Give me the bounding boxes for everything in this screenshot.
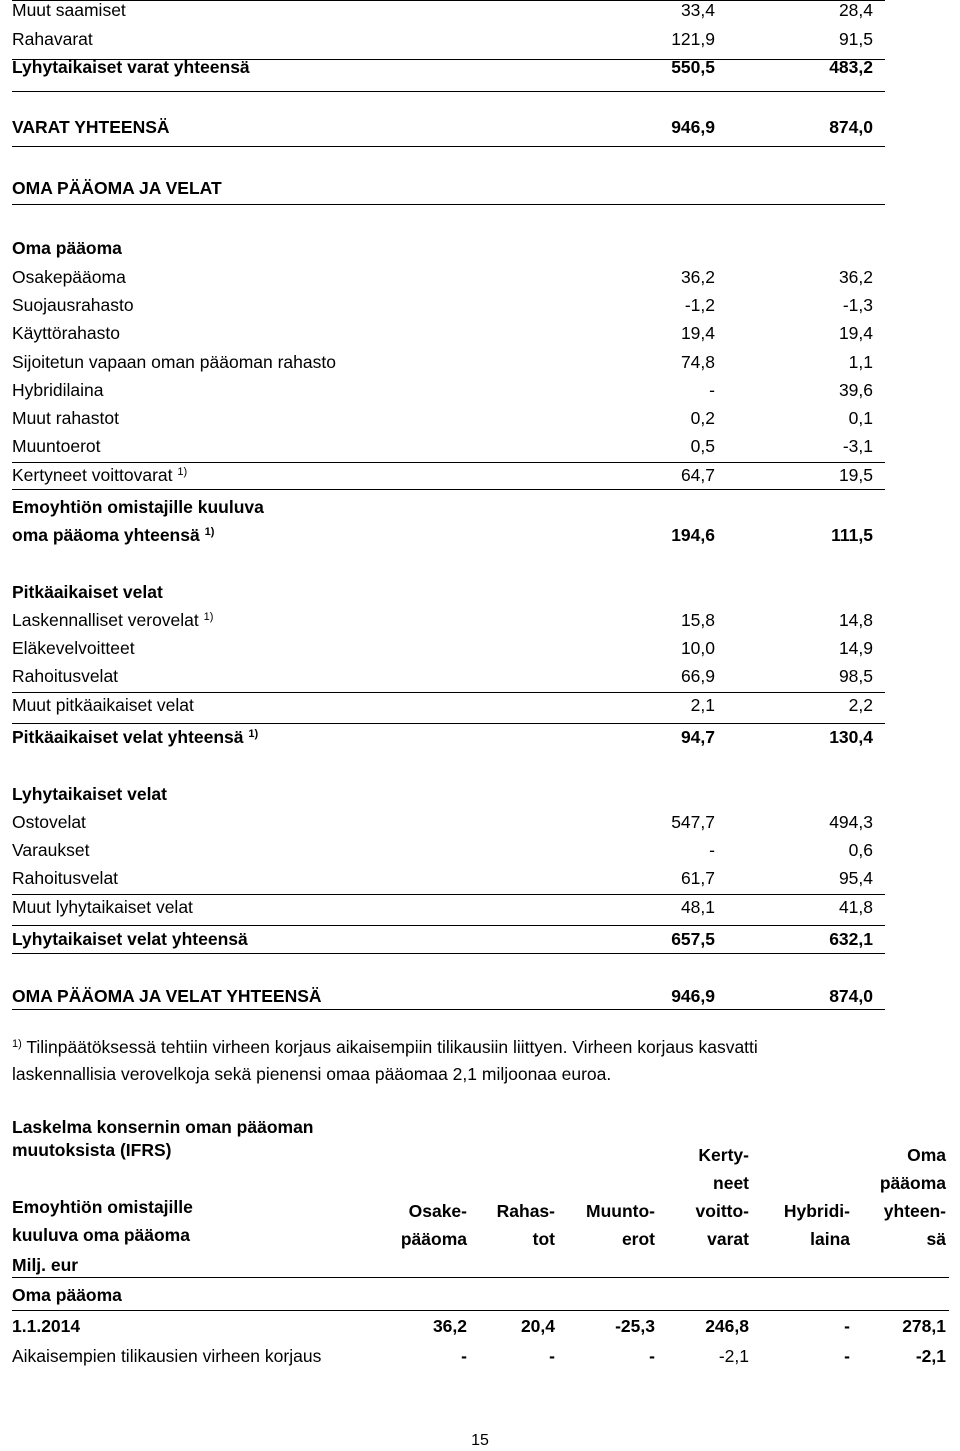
row-label [12, 525, 214, 545]
row-label [12, 868, 118, 888]
row-label [12, 695, 194, 715]
footnote-marker: 1) [12, 1038, 22, 1050]
value-current: 36,2 [680, 267, 715, 287]
equity-value: - [461, 1346, 467, 1366]
row-label [12, 812, 86, 832]
value-current: 64,7 [680, 465, 715, 485]
equity-column-header: Rahas- [496, 1201, 555, 1221]
value-current: 74,8 [680, 352, 715, 372]
row-label-text: Hybridilaina [12, 380, 104, 400]
row-label [12, 638, 135, 658]
value-previous: 95,4 [838, 868, 873, 888]
equity-value: -2,1 [718, 1346, 749, 1366]
row-label [12, 986, 322, 1006]
row-label-text: Muuntoerot [12, 436, 101, 456]
equity-section-label: Oma pääoma [12, 1285, 122, 1305]
row-label [12, 29, 93, 49]
value-current: 94,7 [680, 727, 715, 747]
value-current: 66,9 [680, 666, 715, 686]
equity-row-label: 1.1.2014 [12, 1316, 81, 1336]
equity-column-header: laina [810, 1229, 850, 1249]
value-previous: 98,5 [838, 666, 873, 686]
row-label [12, 323, 120, 343]
row-rule [12, 925, 885, 926]
row-label [12, 497, 264, 517]
value-previous: 874,0 [829, 986, 873, 1006]
row-rule [12, 953, 885, 954]
value-current: 2,1 [690, 695, 715, 715]
value-current: - [709, 380, 715, 400]
equity-value: 246,8 [705, 1316, 749, 1336]
value-previous: 0,1 [848, 408, 873, 428]
row-label-text: Suojausrahasto [12, 295, 134, 315]
row-label-text: Lyhytaikaiset velat [12, 784, 167, 804]
row-label-text: Ostovelat [12, 812, 86, 832]
row-label-text: Osakepääoma [12, 267, 126, 287]
equity-value: -2,1 [915, 1346, 946, 1366]
equity-value: - [649, 1346, 655, 1366]
equity-column-header: voitto- [695, 1201, 749, 1221]
row-label [12, 436, 101, 456]
equity-column-header: varat [707, 1229, 749, 1249]
value-current: 550,5 [671, 57, 715, 77]
equity-column-header: yhteen- [883, 1201, 946, 1221]
footnote-ref: 1) [248, 728, 259, 740]
row-rule [12, 91, 885, 92]
row-label [12, 840, 90, 860]
equity-column-header: sä [926, 1229, 946, 1249]
value-current: -1,2 [684, 295, 715, 315]
value-previous: 41,8 [838, 897, 873, 917]
row-rule [12, 59, 885, 60]
row-rule [12, 1009, 885, 1010]
equity-value: - [844, 1316, 850, 1336]
equity-column-header: Muunto- [586, 1201, 655, 1221]
value-current: 10,0 [680, 638, 715, 658]
row-label [12, 178, 222, 198]
value-previous: 19,4 [838, 323, 873, 343]
equity-value: - [844, 1346, 850, 1366]
value-previous: 494,3 [829, 812, 873, 832]
value-previous: 14,8 [838, 610, 873, 630]
value-current: 946,9 [671, 117, 715, 137]
row-label-text: oma pääoma yhteensä [12, 525, 200, 545]
equity-column-header: neet [713, 1173, 749, 1193]
equity-column-header: erot [621, 1229, 655, 1249]
row-rule [12, 723, 885, 724]
row-label-text: Sijoitetun vapaan oman pääoman rahasto [12, 352, 336, 372]
value-previous: -3,1 [842, 436, 873, 456]
equity-row-label: Aikaisempien tilikausien virheen korjaus [12, 1346, 322, 1366]
row-label [12, 465, 187, 485]
row-label [12, 784, 167, 804]
row-label-text: Eläkevelvoitteet [12, 638, 135, 658]
equity-subtitle-line-1: Emoyhtiön omistajille [12, 1197, 193, 1217]
row-label-text: Muut pitkäaikaiset velat [12, 695, 194, 715]
row-label [12, 0, 126, 20]
footnote [12, 1034, 892, 1088]
row-label-text: Lyhytaikaiset varat yhteensä [12, 57, 250, 77]
row-label [12, 727, 258, 747]
value-current: 194,6 [671, 525, 715, 545]
row-label [12, 295, 134, 315]
row-label-text: Rahavarat [12, 29, 93, 49]
row-label-text: Muut rahastot [12, 408, 119, 428]
footnote-ref: 1) [204, 526, 215, 538]
value-previous: 28,4 [838, 0, 873, 20]
value-previous: 91,5 [838, 29, 873, 49]
value-current: 0,5 [690, 436, 715, 456]
row-label-text: Rahoitusvelat [12, 868, 119, 888]
equity-section-rule [12, 1310, 949, 1311]
row-label [12, 117, 170, 137]
row-label-text: Lyhytaikaiset velat yhteensä [12, 929, 248, 949]
row-label-text: OMA PÄÄOMA JA VELAT [12, 178, 222, 198]
footnote-ref: 1) [203, 611, 214, 623]
value-current: 19,4 [680, 323, 715, 343]
row-rule [12, 0, 885, 1]
row-label [12, 57, 250, 77]
equity-column-header: Hybridi- [783, 1201, 850, 1221]
row-label [12, 666, 118, 686]
equity-column-header: pääoma [400, 1229, 467, 1249]
value-current: 48,1 [680, 897, 715, 917]
footnote-ref: 1) [177, 466, 188, 478]
value-previous: 2,2 [848, 695, 873, 715]
value-current: - [709, 840, 715, 860]
row-rule [12, 894, 885, 895]
value-current: 15,8 [680, 610, 715, 630]
row-label [12, 897, 193, 917]
row-label [12, 380, 103, 400]
row-label [12, 267, 126, 287]
row-rule [12, 462, 885, 463]
row-rule [12, 489, 885, 490]
row-label-text: Muut lyhytaikaiset velat [12, 897, 193, 917]
row-rule [12, 692, 885, 693]
row-label [12, 408, 119, 428]
row-rule [12, 204, 885, 205]
equity-value: - [549, 1346, 555, 1366]
equity-title-line-1: Laskelma konsernin oman pääoman [12, 1117, 314, 1137]
value-previous: 483,2 [829, 57, 873, 77]
row-label-text: OMA PÄÄOMA JA VELAT YHTEENSÄ [12, 986, 322, 1006]
equity-column-header: Kerty- [698, 1145, 749, 1165]
row-label-text: Oma pääoma [12, 238, 122, 258]
row-label-text: Kertyneet voittovarat [12, 465, 173, 485]
value-previous: 19,5 [838, 465, 873, 485]
row-label-text: Rahoitusvelat [12, 666, 119, 686]
equity-column-header: tot [532, 1229, 555, 1249]
row-label [12, 352, 336, 372]
value-previous: 39,6 [838, 380, 873, 400]
equity-column-header: Osake- [408, 1201, 467, 1221]
value-current: 657,5 [671, 929, 715, 949]
equity-header-rule [12, 1277, 949, 1278]
footnote-line-2: laskennallisia verovelkoja sekä pienensi omaa pääomaa 2,1 miljoonaa euroa. [12, 1064, 612, 1084]
value-previous: 36,2 [838, 267, 873, 287]
row-label-text: Laskennalliset verovelat [12, 610, 199, 630]
row-label-text: Varaukset [12, 840, 90, 860]
row-label-text: VARAT YHTEENSÄ [12, 117, 170, 137]
value-current: 946,9 [671, 986, 715, 1006]
row-label-text: Muut saamiset [12, 0, 126, 20]
value-previous: 1,1 [848, 352, 873, 372]
page-number: 15 [471, 1432, 489, 1449]
equity-value: 278,1 [902, 1316, 946, 1336]
row-label [12, 582, 163, 602]
value-previous: 14,9 [838, 638, 873, 658]
value-previous: -1,3 [842, 295, 873, 315]
row-label-text: Käyttörahasto [12, 323, 120, 343]
equity-column-header: Oma [907, 1145, 946, 1165]
value-previous: 874,0 [829, 117, 873, 137]
row-rule [12, 146, 885, 147]
value-current: 121,9 [671, 29, 715, 49]
row-label-text: Pitkäaikaiset velat [12, 582, 163, 602]
value-previous: 0,6 [848, 840, 873, 860]
value-current: 547,7 [671, 812, 715, 832]
equity-unit: Milj. eur [12, 1255, 79, 1275]
value-current: 33,4 [680, 0, 715, 20]
equity-value: 20,4 [520, 1316, 555, 1336]
value-previous: 130,4 [829, 727, 873, 747]
row-label [12, 610, 213, 630]
equity-value: 36,2 [432, 1316, 467, 1336]
row-label-text: Emoyhtiön omistajille kuuluva [12, 497, 264, 517]
equity-title-line-2: muutoksista (IFRS) [12, 1140, 172, 1160]
row-label-text: Pitkäaikaiset velat yhteensä [12, 727, 244, 747]
row-label [12, 929, 248, 949]
value-current: 61,7 [680, 868, 715, 888]
equity-column-header: pääoma [879, 1173, 946, 1193]
equity-subtitle-line-2: kuuluva oma pääoma [12, 1225, 190, 1245]
row-label [12, 238, 122, 258]
footnote-line-1: Tilinpäätöksessä tehtiin virheen korjaus aikaisempiin tilikausiin liittyen. Virheen korjaus kasvatti [26, 1037, 758, 1057]
equity-value: -25,3 [615, 1316, 655, 1336]
value-current: 0,2 [690, 408, 715, 428]
value-previous: 111,5 [831, 525, 873, 545]
value-previous: 632,1 [829, 929, 873, 949]
